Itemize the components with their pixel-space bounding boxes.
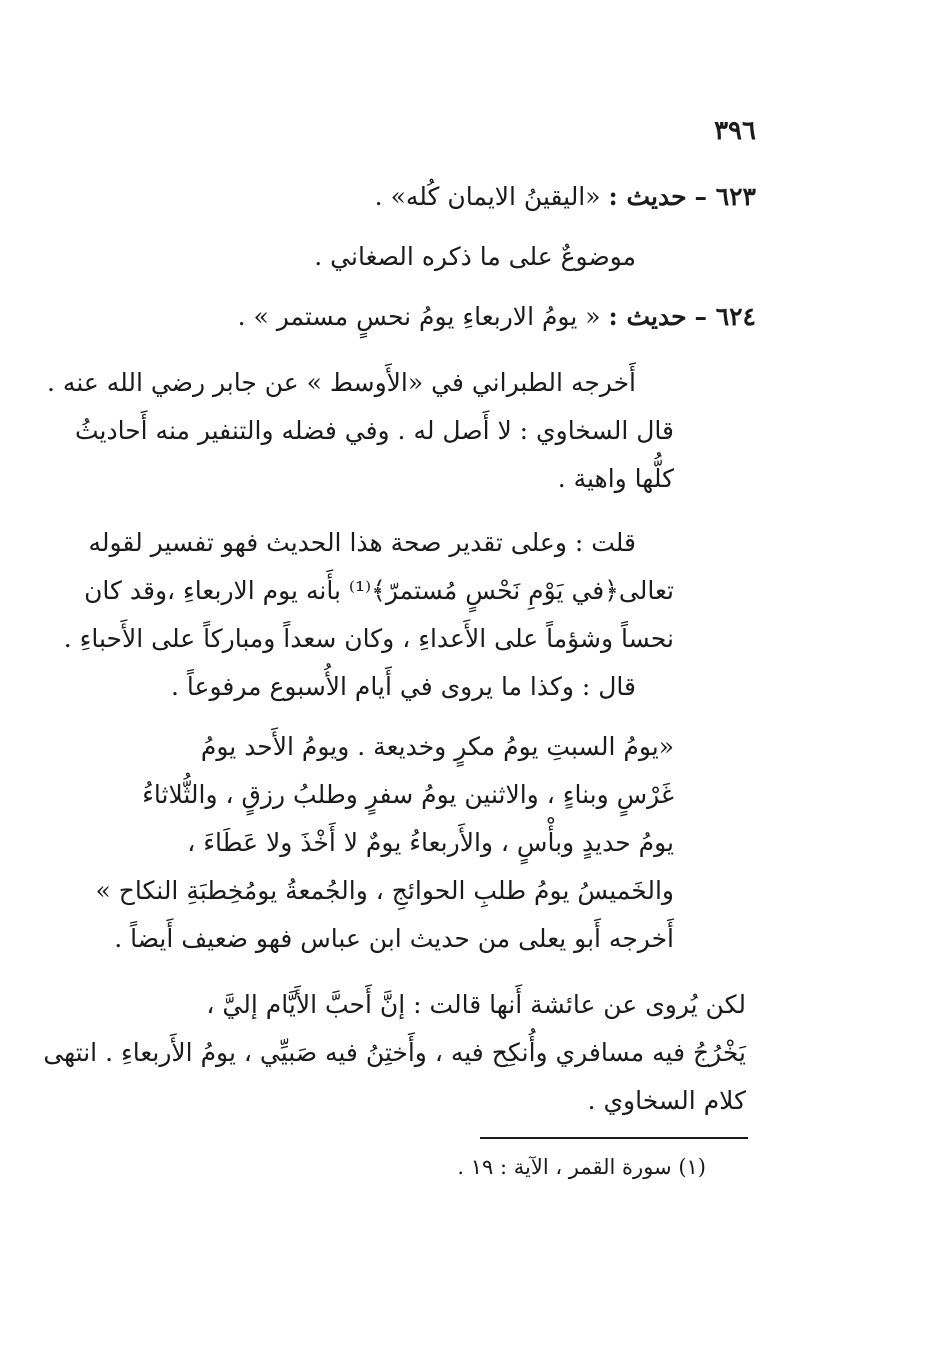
para1-line: كلُّها واهية . (557, 464, 674, 493)
hadith-624-text: « يومُ الاربعاءِ يومُ نحسٍ مستمر » . (237, 302, 601, 331)
para2-line: تعالى﴿في يَوْمِ نَحْسٍ مُستمرّ﴾⁽¹⁾ بأَنه يوم الاربعاءِ ،وقد كان (84, 576, 674, 605)
hadith-623-label: حديث : (608, 182, 687, 211)
hadith-623-heading (375, 180, 756, 214)
hadith-624-number: ٦٢٤ – (694, 302, 756, 331)
hadith-624-heading (238, 300, 756, 334)
footnote-separator (480, 1137, 748, 1139)
para1-line: أَخرجه الطبراني في «الأَوسط » عن جابر رضي الله عنه . (47, 368, 636, 397)
para2-line: قلت : وعلى تقدير صحة هذا الحديث فهو تفسير لقوله (88, 528, 636, 557)
para3-line: والخَميسُ يومُ طلبِ الحوائجِ ، والجُمعةُ يومُخِطبَةِ النكاح » (95, 876, 674, 905)
para1-line: قال السخاوي : لا أَصل له . وفي فضله والتنفير منه أَحاديثُ (74, 416, 674, 445)
hadith-623-text: «اليقينُ الايمان كُله» . (374, 182, 601, 211)
footnote: (١) سورة القمر ، الآية : ١٩ . (457, 1155, 706, 1179)
para3-line: يومُ حديدٍ وبأْسٍ ، والأَربعاءُ يومٌ لا أَخْذَ ولا عَطَاءَ ، (187, 828, 674, 857)
hadith-623-number: ٦٢٣ – (694, 182, 756, 211)
para2-line: قال : وكذا ما يروى في أَيام الأُسبوع مرفوعاً . (171, 672, 636, 701)
hadith-623-note: موضوعٌ على ما ذكره الصغاني . (314, 242, 636, 271)
hadith-624-label: حديث : (608, 302, 687, 331)
para3-line: أَخرجه أَبو يعلى من حديث ابن عباس فهو ضعيف أَيضاً . (114, 924, 674, 953)
para4-line: لكن يُروى عن عائشة أَنها قالت : إنَّ أَحبَّ الأَيَّام إليَّ ، (206, 990, 746, 1019)
page-number: ٣٩٦ (714, 116, 756, 146)
para2-line: نحساً وشؤماً على الأَعداءِ ، وكان سعداً ومباركاً على الأَحباءِ . (63, 624, 674, 653)
para4-line: يَخْرُجُ فيه مسافري وأُنكِح فيه ، وأَختِنُ فيه صَبيِّي ، يومُ الأَربعاءِ . انتهى (43, 1038, 746, 1067)
para4-line: كلام السخاوي . (587, 1086, 746, 1115)
para3-line: غَرْسٍ وبناءٍ ، والاثنين يومُ سفرٍ وطلبُ رزقٍ ، والثُّلاثاءُ (142, 780, 674, 809)
para3-line: «يومُ السبتِ يومُ مكرٍ وخديعة . ويومُ الأَحد يومُ (200, 732, 674, 761)
